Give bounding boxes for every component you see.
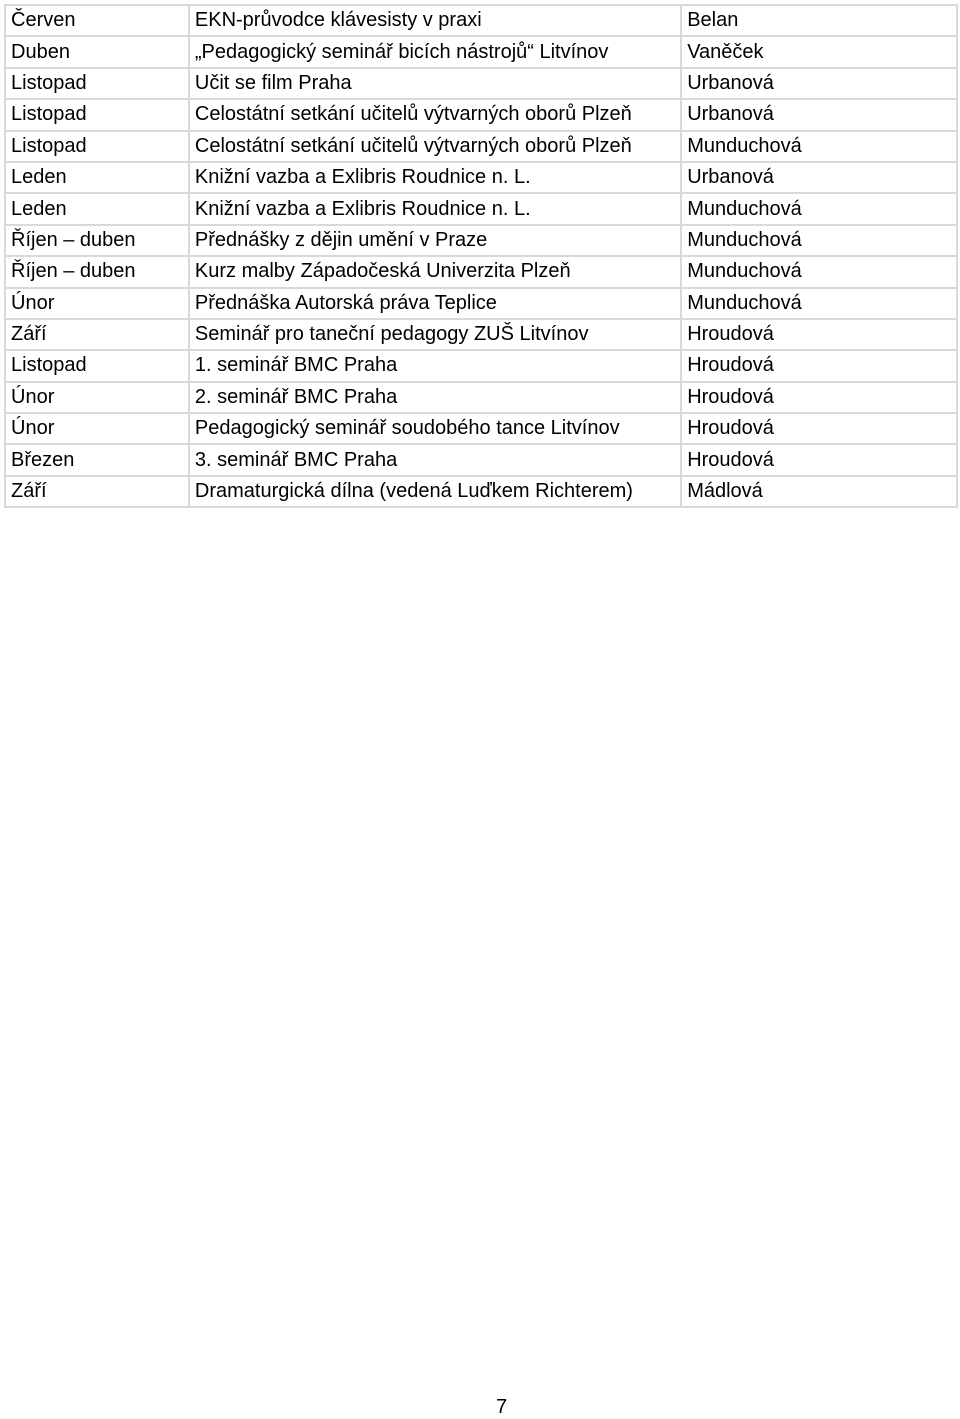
person-cell: Munduchová (682, 226, 958, 257)
table-row (4, 100, 958, 131)
month-cell: Listopad (4, 100, 190, 131)
month-cell: Únor (4, 289, 190, 320)
month-cell: Červen (4, 4, 190, 37)
month-cell: Březen (4, 445, 190, 476)
event-cell: Celostátní setkání učitelů výtvarných oborů Plzeň (190, 132, 682, 163)
person-cell: Hroudová (682, 351, 958, 382)
month-cell: Listopad (4, 69, 190, 100)
event-cell: Seminář pro taneční pedagogy ZUŠ Litvínov (190, 320, 682, 351)
person-cell: Munduchová (682, 289, 958, 320)
person-cell: Munduchová (682, 194, 958, 225)
person-cell: Hroudová (682, 445, 958, 476)
event-cell: Knižní vazba a Exlibris Roudnice n. L. (190, 194, 682, 225)
event-cell: 3. seminář BMC Praha (190, 445, 682, 476)
table-row (4, 351, 958, 382)
person-cell: Urbanová (682, 100, 958, 131)
table-row (4, 289, 958, 320)
person-cell: Hroudová (682, 383, 958, 414)
month-cell: Září (4, 320, 190, 351)
month-cell: Říjen – duben (4, 226, 190, 257)
event-cell: Přednášky z dějin umění v Praze (190, 226, 682, 257)
person-cell: Vaněček (682, 37, 958, 68)
event-cell: „Pedagogický seminář bicích nástrojů“ Litvínov (190, 37, 682, 68)
table-row (4, 163, 958, 194)
table-row (4, 477, 958, 508)
person-cell: Mádlová (682, 477, 958, 508)
month-cell: Únor (4, 414, 190, 445)
table-row (4, 414, 958, 445)
month-cell: Listopad (4, 351, 190, 382)
table-row (4, 132, 958, 163)
page-number: 7 (495, 1396, 508, 1418)
month-cell: Říjen – duben (4, 257, 190, 288)
table-row (4, 37, 958, 68)
event-cell: 2. seminář BMC Praha (190, 383, 682, 414)
event-cell: Knižní vazba a Exlibris Roudnice n. L. (190, 163, 682, 194)
person-cell: Hroudová (682, 414, 958, 445)
table-row (4, 69, 958, 100)
table-row (4, 320, 958, 351)
seminar-table-body (4, 4, 958, 508)
event-cell: Celostátní setkání učitelů výtvarných oborů Plzeň (190, 100, 682, 131)
month-cell: Duben (4, 37, 190, 68)
person-cell: Hroudová (682, 320, 958, 351)
person-cell: Belan (682, 4, 958, 37)
table-row (4, 445, 958, 476)
event-cell: Přednáška Autorská práva Teplice (190, 289, 682, 320)
month-cell: Leden (4, 194, 190, 225)
month-cell: Září (4, 477, 190, 508)
event-cell: EKN-průvodce klávesisty v praxi (190, 4, 682, 37)
event-cell: Učit se film Praha (190, 69, 682, 100)
event-cell: 1. seminář BMC Praha (190, 351, 682, 382)
person-cell: Munduchová (682, 132, 958, 163)
event-cell: Dramaturgická dílna (vedená Luďkem Richterem) (190, 477, 682, 508)
person-cell: Urbanová (682, 69, 958, 100)
table-row (4, 4, 958, 37)
table-row (4, 194, 958, 225)
event-cell: Pedagogický seminář soudobého tance Litvínov (190, 414, 682, 445)
person-cell: Urbanová (682, 163, 958, 194)
month-cell: Únor (4, 383, 190, 414)
table-row (4, 226, 958, 257)
event-cell: Kurz malby Západočeská Univerzita Plzeň (190, 257, 682, 288)
table-row (4, 257, 958, 288)
seminar-table (4, 4, 958, 508)
person-cell: Munduchová (682, 257, 958, 288)
month-cell: Leden (4, 163, 190, 194)
table-row (4, 383, 958, 414)
month-cell: Listopad (4, 132, 190, 163)
